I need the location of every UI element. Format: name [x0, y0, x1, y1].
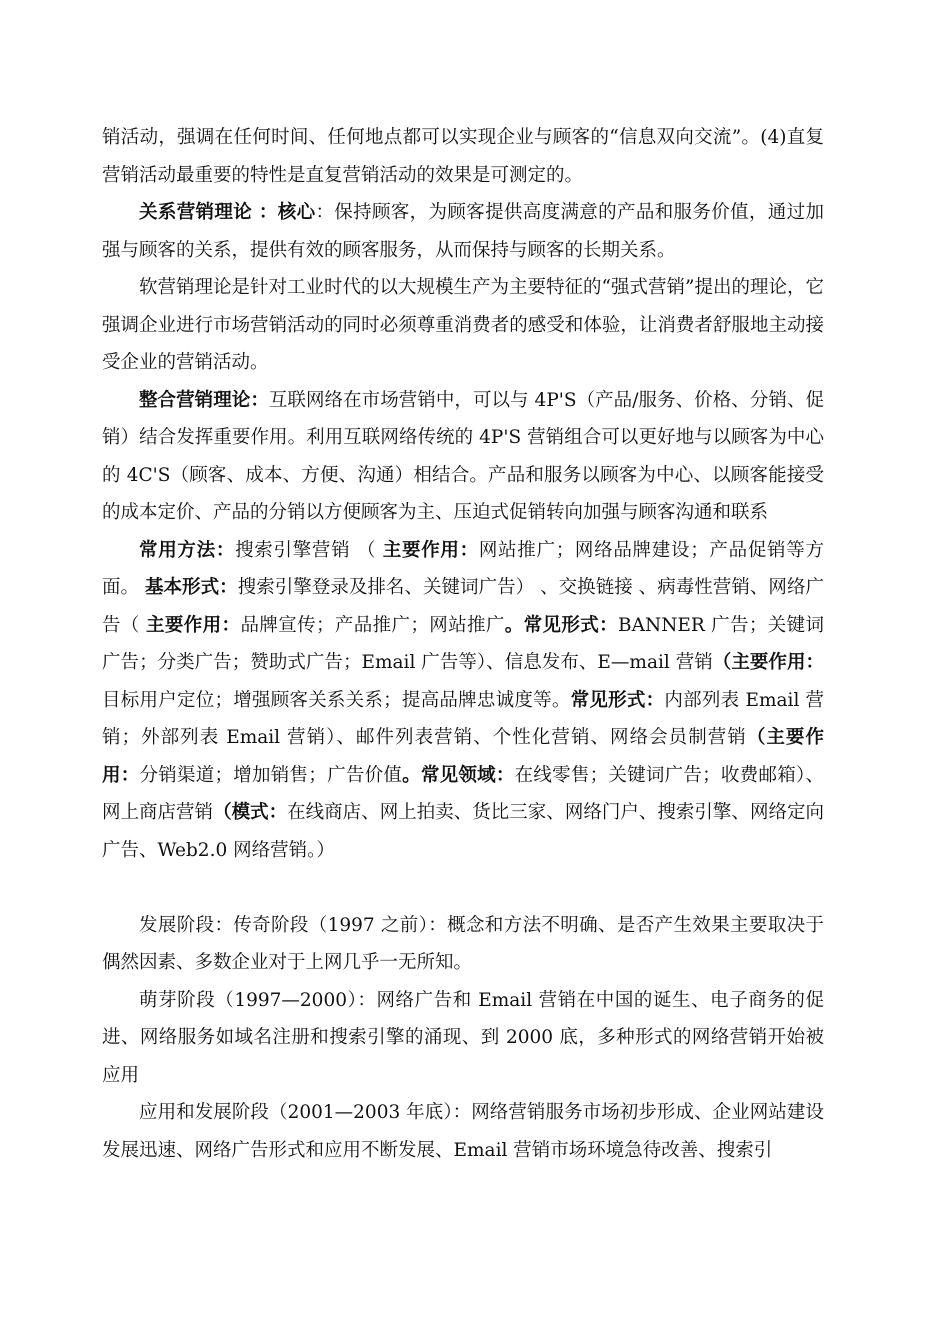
term-label: （主要作用：: [712, 652, 824, 673]
term-label: 主要作用：: [382, 539, 479, 561]
paragraph-text: 在线商店、网上拍卖、货比三家、网络门户、搜索引擎、网络定向广告、Web2.0 网络营销。）: [102, 802, 824, 861]
paragraph-text: 互联网络在市场营销中，可以与 4P'S（产品/服务、价格、分销、促销）结合发挥重要作用。利用互联网络传统的 4P'S 营销组合可以更好地与以顾客为中心的 4C'S（顾客、成本、方便、沟通）相结合。产品和服务以顾客为中心、以顾客能接受的成本定价、产品的分销以方便顾客为主、压迫式促销转向加强与顾客沟通和联系: [102, 389, 824, 523]
paragraph-text: 在线零售；关键词广告；收费邮箱）、网上商店营销: [102, 764, 824, 823]
paragraph-stage-sprout: [102, 982, 824, 1095]
paragraph-text: 网站推广；网络品牌建设；产品促销等方面。: [102, 539, 824, 598]
paragraph-text: 目标用户定位；增强顾客关系关系；提高品牌忠诚度等。: [102, 689, 571, 711]
paragraph-text: 软营销理论是针对工业时代的以大规模生产为主要特征的“强式营销”提出的理论，它强调企业进行市场营销活动的同时必须尊重消费者的感受和体验，让消费者舒服地主动接受企业的营销活动。: [102, 277, 824, 373]
term-label: 。常见形式：: [504, 614, 619, 636]
paragraph-text: 应用和发展阶段（2001—2003 年底）：网络营销服务市场初步形成、企业网站建设发展迅速、网络广告形式和应用不断发展、Email 营销市场环境急待改善、搜索引: [102, 1102, 824, 1161]
paragraph-text: 发展阶段：传奇阶段（1997 之前）：概念和方法不明确、是否产生效果主要取决于偶然因素、多数企业对于上网几乎一无所知。: [102, 914, 824, 973]
paragraph-integrated-marketing: [102, 382, 824, 532]
term-label: 基本形式：: [144, 577, 238, 598]
paragraph-text: 分销渠道；增加销售；广告价值: [139, 764, 403, 786]
blank-line: [102, 869, 824, 907]
term-label: （主要作用：: [102, 727, 824, 786]
paragraph-text: BANNER 广告；关键词广告；分类广告；赞助式广告；Email 广告等）、信息发布、E—mail 营销: [102, 614, 824, 673]
paragraph-text: 销活动，强调在任何时间、任何地点都可以实现企业与顾客的“信息双向交流”。(4)直复营销活动最重要的特性是直复营销活动的效果是可测定的。: [102, 127, 824, 186]
paragraph-text: 萌芽阶段（1997—2000）：网络广告和 Email 营销在中国的诞生、电子商务的促进、网络服务如域名注册和搜索引擎的涌现、到 2000 底，多种形式的网络营销开始被应用: [102, 989, 824, 1086]
term-label: 主要作用：: [146, 614, 241, 636]
paragraph-direct-marketing: [102, 119, 824, 194]
term-label: 整合营销理论：: [139, 389, 269, 411]
document-body: [102, 119, 824, 1169]
paragraph-text: 搜索引擎营销 （: [235, 539, 383, 561]
paragraph-relationship-marketing: [102, 194, 824, 269]
term-label: 常见形式：: [570, 689, 665, 711]
term-label: 关系营销理论 ：核心: [139, 202, 316, 223]
paragraph-stage-legend: [102, 907, 824, 982]
paragraph-stage-application: [102, 1094, 824, 1169]
paragraph-common-methods: [102, 532, 824, 870]
paragraph-text: 搜索引擎登录及排名、关键词广告） 、交换链接 、病毒性营销、网络广告（: [102, 577, 824, 636]
paragraph-text: 品牌宣传；产品推广；网站推广: [240, 614, 505, 636]
paragraph-text: ：保持顾客，为顾客提供高度满意的产品和服务价值，通过加强与顾客的关系，提供有效的顾客服务，从而保持与顾客的长期关系。: [102, 202, 824, 261]
paragraph-text: 内部列表 Email 营销；外部列表 Email 营销）、邮件列表营销、个性化营销、网络会员制营销: [102, 689, 824, 748]
term-label: （模式：: [213, 802, 288, 823]
term-label: 。常见领域：: [402, 764, 515, 786]
paragraph-soft-marketing: [102, 269, 824, 382]
term-label: 常用方法：: [139, 539, 236, 561]
